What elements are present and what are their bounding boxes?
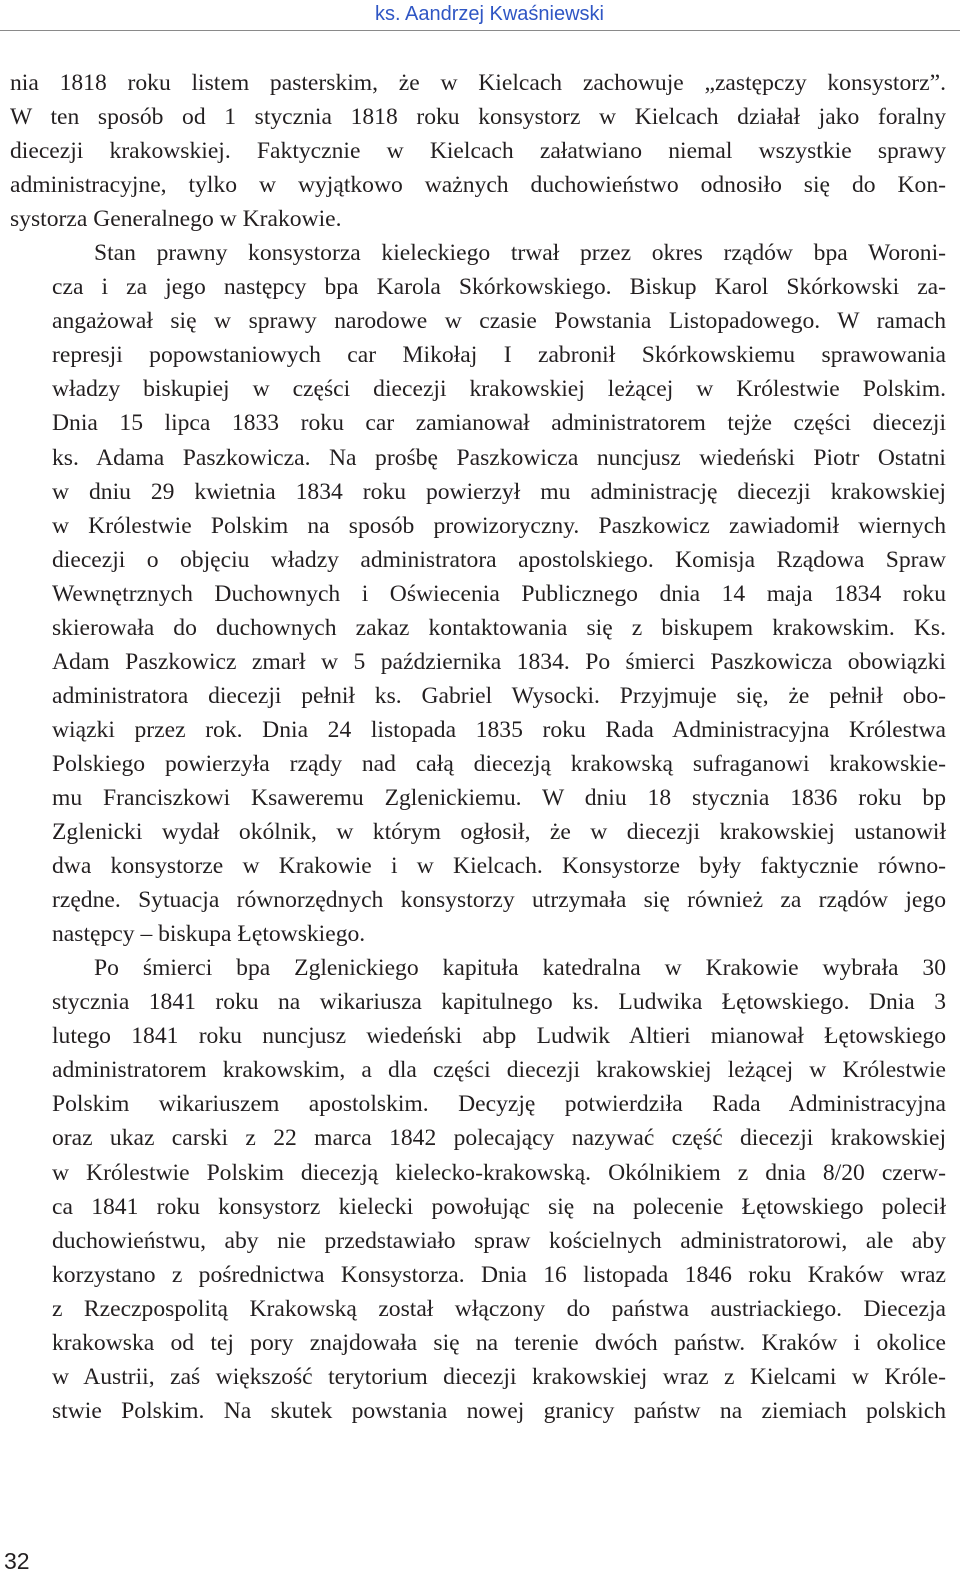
text-line: władzy biskupiej w części diecezji krakowskiej leżącej w Królestwie Polskim. bbox=[52, 376, 946, 403]
text-line: Po śmierci bpa Zglenickiego kapituła katedralna w Krakowie wybrała 30 bbox=[94, 955, 946, 982]
text-line: administratora diecezji pełnił ks. Gabriel Wysocki. Przyjmuje się, że pełnił obo- bbox=[52, 682, 946, 709]
text-line: w dniu 29 kwietnia 1834 roku powierzył mu administrację diecezji krakowskiej bbox=[52, 478, 946, 505]
text-line: stycznia 1841 roku na wikariusza kapitulnego ks. Ludwika Łętowskiego. Dnia 3 bbox=[52, 989, 946, 1016]
text-line: Polskim wikariuszem apostolskim. Decyzję potwierdziła Rada Administracyjna bbox=[52, 1091, 946, 1118]
text-line: Adam Paszkowicz zmarł w 5 października 1834. Po śmierci Paszkowicza obowiązki bbox=[52, 648, 946, 675]
text-line: w Królestwie Polskim na sposób prowizoryczny. Paszkowicz zawiadomił wiernych bbox=[52, 512, 946, 539]
text-line: z Rzeczpospolitą Krakowską został włączony do państwa austriackiego. Diecezja bbox=[52, 1295, 946, 1322]
body-text bbox=[10, 66, 946, 1428]
text-line: diecezji o objęciu władzy administratora apostolskiego. Komisja Rządowa Spraw bbox=[52, 546, 946, 573]
text-line: w Austrii, zaś większość terytorium diecezji krakowskiej wraz z Kielcami w Króle- bbox=[52, 1363, 946, 1390]
text-line: rzędne. Sytuacja równorzędnych konsystorzy utrzymała się również za rządów jego bbox=[52, 887, 946, 914]
text-line: administratorem krakowskim, a dla części diecezji krakowskiej leżącej w Królestwie bbox=[52, 1057, 946, 1084]
running-header-title: ks. Aandrzej Kwaśniewski bbox=[375, 3, 604, 25]
text-line: krakowska od tej pory znajdowała się na terenie dwóch państw. Kraków i okolice bbox=[52, 1329, 946, 1356]
text-line: Stan prawny konsystorza kieleckiego trwał przez okres rządów bpa Woroni- bbox=[94, 240, 946, 267]
text-line: nia 1818 roku listem pasterskim, że w Kielcach zachowuje „zastępczy konsystorz”. bbox=[10, 70, 946, 96]
text-line: korzystano z pośrednictwa Konsystorza. Dnia 16 listopada 1846 roku Kraków wraz bbox=[52, 1261, 946, 1288]
text-line: dwa konsystorze w Krakowie i w Kielcach. Konsystorze były faktycznie równo- bbox=[52, 853, 946, 880]
text-line: następcy – biskupa Łętowskiego. bbox=[52, 921, 366, 948]
text-line: systorza Generalnego w Krakowie. bbox=[10, 206, 342, 233]
text-line: Dnia 15 lipca 1833 roku car zamianował administratorem tejże części diecezji bbox=[52, 410, 946, 437]
text-line: w Królestwie Polskim diecezją kielecko-krakowską. Okólnikiem z dnia 8/20 czerw- bbox=[52, 1159, 946, 1186]
text-line: Polskiego powierzyła rządy nad całą diecezją krakowską sufraganowi krakowskie- bbox=[52, 750, 946, 777]
text-line: administracyjne, tylko w wyjątkowo ważnych duchowieństwo odnosiło się do Kon- bbox=[10, 172, 946, 199]
paragraph bbox=[10, 236, 946, 951]
text-line: stwie Polskim. Na skutek powstania nowej granicy państw na ziemiach polskich bbox=[52, 1397, 946, 1424]
text-line: skierowała do duchownych zakaz kontaktowania się z biskupem krakowskim. Ks. bbox=[52, 614, 946, 641]
text-line: duchowieństwu, aby nie przedstawiało spraw kościelnych administratorowi, ale aby bbox=[52, 1227, 946, 1254]
running-header bbox=[0, 0, 960, 31]
text-line: diecezji krakowskiej. Faktycznie w Kielcach załatwiano niemal wszystkie sprawy bbox=[10, 138, 946, 165]
text-line: ca 1841 roku konsystorz kielecki powołując się na polecenie Łętowskiego polecił bbox=[52, 1193, 946, 1220]
text-line: oraz ukaz carski z 22 marca 1842 polecający nazywać część diecezji krakowskiej bbox=[52, 1125, 946, 1152]
text-line: cza i za jego następcy bpa Karola Skórkowskiego. Biskup Karol Skórkowski za- bbox=[52, 274, 946, 301]
paragraph bbox=[10, 951, 946, 1428]
text-line: angażował się w sprawy narodowe w czasie Powstania Listopadowego. W ramach bbox=[52, 308, 946, 335]
text-line: mu Franciszkowi Ksaweremu Zglenickiemu. W dniu 18 stycznia 1836 roku bp bbox=[52, 784, 946, 811]
text-line: W ten sposób od 1 stycznia 1818 roku konsystorz w Kielcach działał jako foralny bbox=[10, 104, 946, 131]
page-number: 32 bbox=[4, 1548, 30, 1574]
text-line: lutego 1841 roku nuncjusz wiedeński abp Ludwik Altieri mianował Łętowskiego bbox=[52, 1023, 946, 1050]
text-line: wiązki przez rok. Dnia 24 listopada 1835 roku Rada Administracyjna Królestwa bbox=[52, 716, 946, 743]
paragraph bbox=[10, 66, 946, 236]
text-line: Wewnętrznych Duchownych i Oświecenia Publicznego dnia 14 maja 1834 roku bbox=[52, 580, 946, 607]
text-line: Zglenicki wydał okólnik, w którym ogłosił, że w diecezji krakowskiej ustanowił bbox=[52, 819, 946, 846]
text-line: represji popowstaniowych car Mikołaj I zabronił Skórkowskiemu sprawowania bbox=[52, 342, 946, 369]
text-line: ks. Adama Paszkowicza. Na prośbę Paszkowicza nuncjusz wiedeński Piotr Ostatni bbox=[52, 444, 946, 471]
